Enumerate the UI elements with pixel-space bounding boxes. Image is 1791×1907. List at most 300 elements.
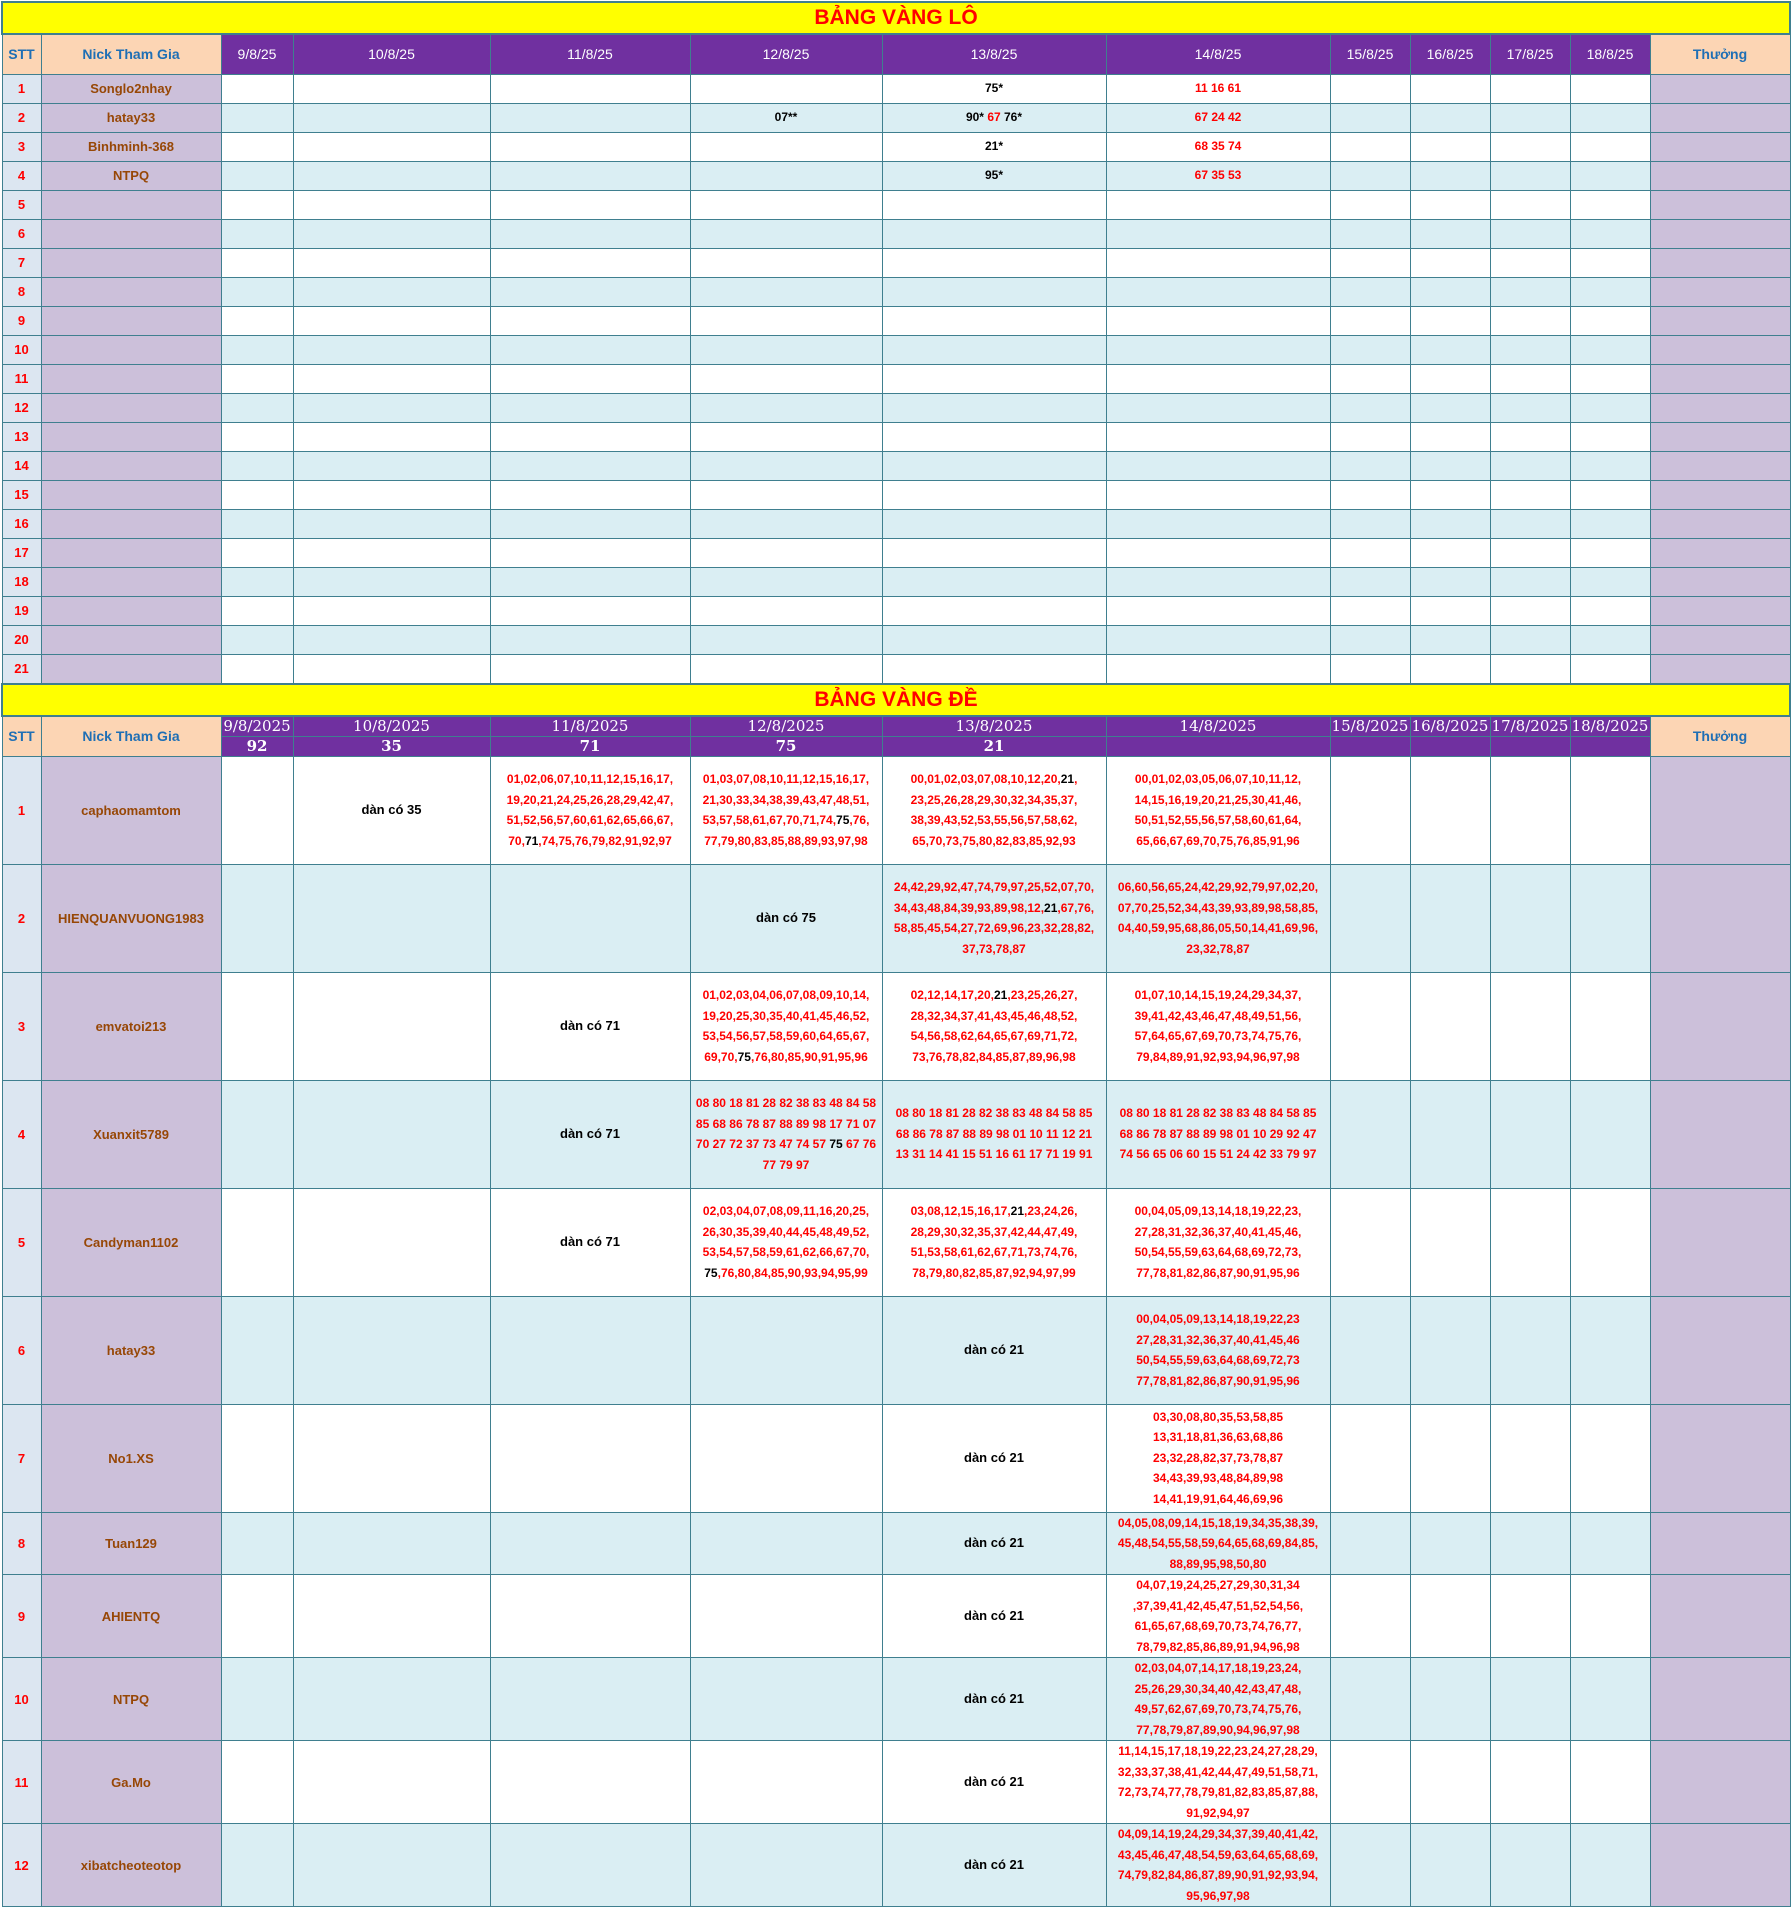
de-entry-cell [882, 1575, 1106, 1658]
lo-row [2, 161, 1790, 190]
de-entry-cell [293, 1575, 490, 1658]
lo-entry-cell [1570, 74, 1650, 103]
cell-text: 00,01,02,03,05,06,07,10,11,12, [1134, 772, 1302, 786]
lo-entry-cell [293, 422, 490, 451]
lo-nick [41, 422, 221, 451]
lo-entry-cell [221, 422, 293, 451]
lo-entry-cell [490, 625, 690, 654]
lo-entry-cell [690, 509, 882, 538]
lo-entry-cell [490, 654, 690, 683]
cell-text: 13 31 14 41 15 51 16 61 17 71 19 91 [895, 1147, 1093, 1162]
cell-text: 72,73,74,77,78,79,81,82,83,85,87,88, [1117, 1785, 1319, 1799]
lo-entry-cell [221, 364, 293, 393]
cell-text: 95,96,97,98 [1186, 1888, 1250, 1903]
de-stt: 7 [2, 1404, 41, 1512]
de-entry-cell [882, 972, 1106, 1080]
de-bonus-cell [1650, 1658, 1790, 1741]
lo-stt: 10 [2, 335, 41, 364]
lo-entry-cell [1106, 335, 1330, 364]
de-entry-cell [1106, 1575, 1330, 1658]
cell-text: 28,32,34,37,41,43,45,46,48,52, [910, 1008, 1078, 1023]
de-entry-cell [1570, 1824, 1650, 1907]
lo-entry-cell [1490, 393, 1570, 422]
lo-entry-cell [293, 74, 490, 103]
lo-entry-cell [221, 306, 293, 335]
cell-text: 53,54,56,57,58,59,60,64,65,67, [702, 1029, 870, 1043]
lo-stt: 5 [2, 190, 41, 219]
lo-entry-cell [1330, 306, 1410, 335]
cell-text: 01,03,07,08,10,11,12,15,16,17, [702, 772, 870, 786]
lo-entry-cell [882, 132, 1106, 161]
lo-stt: 6 [2, 219, 41, 248]
lo-bonus-cell [1650, 538, 1790, 567]
cell-text: 68 86 78 87 88 89 98 01 10 11 12 21 [895, 1126, 1093, 1141]
cell-text: 77,78,81,82,86,87,90,91,95,96 [1136, 1265, 1300, 1280]
lo-entry-cell [1106, 422, 1330, 451]
cell-text: 68 35 74 [1194, 139, 1242, 154]
lo-entry-cell [1330, 625, 1410, 654]
lo-row [2, 393, 1790, 422]
cell-text: 77,78,79,87,89,90,94,96,97,98 [1136, 1722, 1300, 1737]
lo-entry-cell [1106, 538, 1330, 567]
lo-entry-cell [882, 248, 1106, 277]
lo-entry-cell [690, 596, 882, 625]
lo-entry-cell [490, 74, 690, 103]
de-bonus-cell [1650, 1512, 1790, 1575]
cell-text: 54,56,58,62,64,65,67,69,71,72, [910, 1029, 1078, 1043]
lo-entry-cell [293, 596, 490, 625]
de-entry-cell [1106, 972, 1330, 1080]
lo-entry-cell [221, 509, 293, 538]
lo-entry-cell [1106, 248, 1330, 277]
cell-text: 67 76 [842, 1137, 877, 1151]
lo-entry-cell [1330, 277, 1410, 306]
de-entry-cell [690, 1741, 882, 1824]
lo-nick: NTPQ [41, 161, 221, 190]
de-entry-cell [1410, 1658, 1490, 1741]
lo-bonus-cell [1650, 625, 1790, 654]
cell-text: ,76,80,85,90,91,95,96 [750, 1049, 868, 1064]
de-entry-cell [1490, 1080, 1570, 1188]
cell-text: dàn có 75 [756, 909, 816, 925]
lo-entry-cell [1490, 132, 1570, 161]
lo-entry-cell [690, 74, 882, 103]
de-entry-cell [690, 1080, 882, 1188]
de-entry-cell [221, 1404, 293, 1512]
de-bonus-cell [1650, 1404, 1790, 1512]
lo-entry-cell [882, 509, 1106, 538]
lo-entry-cell [882, 74, 1106, 103]
lo-header-date: 17/8/25 [1490, 34, 1570, 74]
de-entry-cell [1410, 1404, 1490, 1512]
lo-entry-cell [882, 451, 1106, 480]
lo-row [2, 219, 1790, 248]
cell-text: 79,84,89,91,92,93,94,96,97,98 [1136, 1049, 1300, 1064]
lo-entry-cell [221, 567, 293, 596]
lo-row [2, 132, 1790, 161]
cell-text: 68 86 78 87 88 89 98 01 10 29 92 47 [1119, 1126, 1317, 1141]
lo-entry-cell [293, 248, 490, 277]
de-entry-cell [490, 1188, 690, 1296]
lo-entry-cell [293, 277, 490, 306]
lo-entry-cell [490, 219, 690, 248]
de-entry-cell [221, 864, 293, 972]
cell-text: 08 80 18 81 28 82 38 83 48 84 58 [695, 1096, 877, 1110]
cell-text: 00,04,05,09,13,14,18,19,22,23 [1136, 1312, 1300, 1326]
de-entry-cell [221, 1741, 293, 1824]
de-bonus-cell [1650, 1741, 1790, 1824]
cell-text: 67 35 53 [1194, 168, 1242, 183]
lo-entry-cell [1106, 596, 1330, 625]
lo-entry-cell [221, 596, 293, 625]
lo-entry-cell [293, 654, 490, 683]
lo-nick [41, 451, 221, 480]
lo-entry-cell [690, 277, 882, 306]
de-nick: xibatcheoteotop [41, 1824, 221, 1907]
de-nick: Tuan129 [41, 1512, 221, 1575]
lo-entry-cell [1490, 335, 1570, 364]
de-entry-cell [293, 1404, 490, 1512]
cell-text: ,74,75,76,79,82,91,92,97 [538, 833, 672, 848]
de-result-number [1490, 736, 1570, 756]
lo-entry-cell [882, 190, 1106, 219]
lo-bonus-cell [1650, 219, 1790, 248]
lo-row [2, 596, 1790, 625]
cell-text: 21 [1010, 1204, 1025, 1218]
cell-text: 04,05,08,09,14,15,18,19,34,35,38,39, [1117, 1515, 1319, 1530]
cell-text: 74 56 65 06 60 15 51 24 42 33 79 97 [1119, 1147, 1317, 1162]
de-entry-cell [221, 1575, 293, 1658]
cell-text: 75 [704, 1265, 718, 1280]
lo-entry-cell [1410, 132, 1490, 161]
lo-entry-cell [490, 277, 690, 306]
lo-entry-cell [490, 132, 690, 161]
lo-entry-cell [1490, 161, 1570, 190]
cell-text: 19,20,21,24,25,26,28,29,42,47, [506, 792, 674, 807]
lo-nick [41, 248, 221, 277]
de-entry-cell [1570, 1658, 1650, 1741]
lo-entry-cell [1330, 74, 1410, 103]
lo-entry-cell [1330, 103, 1410, 132]
lo-entry-cell [221, 190, 293, 219]
cell-text: 58,85,45,54,27,72,69,96,23,32,28,82, [893, 921, 1095, 935]
de-entry-cell [490, 972, 690, 1080]
de-entry-cell [1410, 1575, 1490, 1658]
lo-entry-cell [490, 567, 690, 596]
lo-entry-cell [1570, 306, 1650, 335]
lo-entry-cell [1570, 625, 1650, 654]
lo-entry-cell [1410, 625, 1490, 654]
cell-text: 01,02,03,04,06,07,08,09,10,14, [702, 988, 870, 1002]
lo-entry-cell [221, 335, 293, 364]
cell-text: 21* [984, 139, 1004, 154]
lo-entry-cell [1570, 480, 1650, 509]
lo-entry-cell [1410, 451, 1490, 480]
de-nick: hatay33 [41, 1296, 221, 1404]
cell-text: 07** [774, 110, 798, 125]
de-entry-cell [221, 1512, 293, 1575]
cell-text: 34,43,48,84,39,93,89,98,12, [893, 900, 1045, 915]
lo-header-stt: STT [2, 34, 41, 74]
cell-text: 19,20,25,30,35,40,41,45,46,52, [702, 1008, 870, 1023]
lo-entry-cell [882, 306, 1106, 335]
lo-stt: 20 [2, 625, 41, 654]
lo-entry-cell [1570, 219, 1650, 248]
lo-entry-cell [490, 103, 690, 132]
cell-text: 76* [1000, 110, 1023, 125]
de-bonus-cell [1650, 1188, 1790, 1296]
cell-text: 04,09,14,19,24,29,34,37,39,40,41,42, [1117, 1827, 1319, 1841]
lo-bonus-cell [1650, 596, 1790, 625]
cell-text: 45,48,54,55,58,59,64,65,68,69,84,85, [1117, 1536, 1319, 1550]
lo-entry-cell [1410, 364, 1490, 393]
lo-entry-cell [1330, 248, 1410, 277]
de-header-date: 10/8/2025 [293, 716, 490, 736]
de-entry-cell [1570, 1512, 1650, 1575]
lo-entry-cell [690, 393, 882, 422]
lo-row [2, 538, 1790, 567]
cell-text: 01,07,10,14,15,19,24,29,34,37, [1134, 988, 1302, 1002]
de-entry-cell [490, 756, 690, 864]
lo-stt: 19 [2, 596, 41, 625]
lo-entry-cell [1570, 393, 1650, 422]
lo-entry-cell [1410, 219, 1490, 248]
de-result-number: 35 [293, 736, 490, 756]
cell-text: ,67,76, [1057, 900, 1095, 915]
lo-entry-cell [1490, 625, 1570, 654]
de-entry-cell [1570, 1404, 1650, 1512]
de-nick: Xuanxit5789 [41, 1080, 221, 1188]
de-entry-cell [293, 1824, 490, 1907]
lo-entry-cell [1410, 654, 1490, 683]
lo-bonus-cell [1650, 451, 1790, 480]
lo-entry-cell [1330, 422, 1410, 451]
lo-stt: 9 [2, 306, 41, 335]
lo-nick [41, 364, 221, 393]
de-entry-cell [490, 1575, 690, 1658]
de-header-date: 13/8/2025 [882, 716, 1106, 736]
lo-entry-cell [1410, 306, 1490, 335]
de-bonus-cell [1650, 1296, 1790, 1404]
lo-entry-cell [1570, 596, 1650, 625]
cell-text: 14,41,19,91,64,46,69,96 [1152, 1491, 1284, 1506]
de-header-date: 16/8/2025 [1411, 717, 1489, 736]
lo-stt: 16 [2, 509, 41, 538]
de-entry-cell [1570, 1188, 1650, 1296]
de-entry-cell [1490, 756, 1570, 864]
de-entry-cell [690, 1658, 882, 1741]
cell-text: 70, [508, 833, 525, 848]
cell-text: 65,66,67,69,70,75,76,85,91,96 [1136, 833, 1300, 848]
lo-nick [41, 596, 221, 625]
lo-entry-cell [490, 364, 690, 393]
de-entry-cell [1330, 972, 1410, 1080]
cell-text: dàn có 21 [964, 1773, 1024, 1789]
cell-text: 61,65,67,68,69,70,73,74,76,77, [1134, 1619, 1302, 1633]
de-entry-cell [1410, 1188, 1490, 1296]
cell-text: 74,79,82,84,86,87,89,90,91,92,93,94, [1117, 1868, 1319, 1882]
de-entry-cell [490, 1512, 690, 1575]
de-entry-cell [1410, 756, 1490, 864]
lo-entry-cell [1106, 103, 1330, 132]
de-entry-cell [221, 1188, 293, 1296]
lo-bonus-cell [1650, 306, 1790, 335]
cell-text: 02,03,04,07,14,17,18,19,23,24, [1134, 1661, 1302, 1675]
de-stt: 9 [2, 1575, 41, 1658]
lo-entry-cell [293, 538, 490, 567]
de-entry-cell [490, 1824, 690, 1907]
de-entry-cell [882, 864, 1106, 972]
de-bonus-cell [1650, 1575, 1790, 1658]
de-entry-cell [1330, 1296, 1410, 1404]
lo-bonus-cell [1650, 132, 1790, 161]
lo-row [2, 509, 1790, 538]
lo-entry-cell [1490, 190, 1570, 219]
cell-text: 67 [987, 110, 1001, 125]
de-stt: 5 [2, 1188, 41, 1296]
lo-row [2, 567, 1790, 596]
lo-entry-cell [1570, 103, 1650, 132]
lo-entry-cell [1490, 451, 1570, 480]
de-result-number [1410, 736, 1490, 756]
lo-entry-cell [221, 248, 293, 277]
de-header-date: 18/8/2025 [1571, 717, 1649, 736]
cell-text: ,76,80,84,85,90,93,94,95,99 [717, 1265, 868, 1280]
de-header-date: 9/8/2025 [221, 716, 293, 736]
cell-text: 23,32,28,82,37,73,78,87 [1152, 1450, 1284, 1465]
de-entry-cell [1570, 1296, 1650, 1404]
lo-header-row [2, 34, 1790, 74]
de-entry-cell [293, 756, 490, 864]
cell-text: 11 16 61 [1194, 81, 1242, 96]
de-nick: emvatoi213 [41, 972, 221, 1080]
de-entry-cell [1410, 1824, 1490, 1907]
de-stt: 1 [2, 756, 41, 864]
lo-stt: 13 [2, 422, 41, 451]
cell-text: 08 80 18 81 28 82 38 83 48 84 58 85 [1119, 1106, 1317, 1121]
de-header-date: 12/8/2025 [690, 716, 882, 736]
de-result-number [1570, 736, 1650, 756]
lo-stt: 12 [2, 393, 41, 422]
cell-text: 39,41,42,43,46,47,48,49,51,56, [1134, 1008, 1302, 1023]
lo-entry-cell [1490, 364, 1570, 393]
lo-entry-cell [1570, 161, 1650, 190]
lo-entry-cell [690, 161, 882, 190]
cell-text: dàn có 71 [560, 1233, 620, 1249]
lo-header-date: 13/8/25 [882, 34, 1106, 74]
de-entry-cell [690, 1512, 882, 1575]
de-entry-cell [1570, 1741, 1650, 1824]
lo-entry-cell [1570, 654, 1650, 683]
cell-text: 53,57,58,61,67,70,71,74, [702, 813, 837, 827]
de-stt: 11 [2, 1741, 41, 1824]
lo-entry-cell [221, 74, 293, 103]
de-entry-cell [1106, 1188, 1330, 1296]
de-entry-cell [1490, 1824, 1570, 1907]
lo-entry-cell [882, 103, 1106, 132]
lo-entry-cell [221, 219, 293, 248]
lo-row [2, 625, 1790, 654]
de-entry-cell [1106, 1824, 1330, 1907]
cell-text: 25,26,29,30,34,40,42,43,47,48, [1134, 1681, 1302, 1696]
lo-entry-cell [221, 103, 293, 132]
lo-entry-cell [1330, 596, 1410, 625]
cell-text: 08 80 18 81 28 82 38 83 48 84 58 85 [895, 1106, 1093, 1121]
lo-entry-cell [490, 509, 690, 538]
lo-header-bonus: Thưởng [1650, 34, 1790, 74]
lo-entry-cell [1410, 538, 1490, 567]
de-title: BẢNG VÀNG ĐỀ [2, 684, 1790, 716]
de-header-row [2, 716, 1790, 736]
lo-stt: 2 [2, 103, 41, 132]
lo-entry-cell [221, 132, 293, 161]
de-entry-cell [690, 1188, 882, 1296]
lo-nick [41, 219, 221, 248]
de-bonus-cell [1650, 1824, 1790, 1907]
de-entry-cell [1330, 1512, 1410, 1575]
cell-text: 50,51,52,55,56,57,58,60,61,64, [1134, 813, 1302, 827]
de-row [2, 1188, 1790, 1296]
de-header-date: 15/8/2025 [1331, 717, 1409, 736]
de-entry-cell [1106, 1741, 1330, 1824]
de-entry-cell [1330, 864, 1410, 972]
lo-entry-cell [490, 161, 690, 190]
lo-stt: 17 [2, 538, 41, 567]
de-result-number [1106, 736, 1330, 756]
cell-text: 75* [984, 81, 1004, 96]
lo-stt: 8 [2, 277, 41, 306]
de-entry-cell [882, 1188, 1106, 1296]
lo-entry-cell [882, 538, 1106, 567]
de-entry-cell [1330, 1188, 1410, 1296]
lo-entry-cell [690, 422, 882, 451]
de-entry-cell [221, 972, 293, 1080]
de-entry-cell [1410, 1741, 1490, 1824]
lo-stt: 18 [2, 567, 41, 596]
de-result-number: 75 [690, 736, 882, 756]
de-entry-cell [1570, 756, 1650, 864]
lo-entry-cell [293, 335, 490, 364]
cell-text: 53,54,57,58,59,61,62,66,67,70, [702, 1245, 870, 1259]
lo-bonus-cell [1650, 364, 1790, 393]
de-stt: 6 [2, 1296, 41, 1404]
de-nick: Candyman1102 [41, 1188, 221, 1296]
cell-text: 00,04,05,09,13,14,18,19,22,23, [1134, 1204, 1302, 1218]
de-entry-cell [1106, 864, 1330, 972]
lo-entry-cell [1410, 480, 1490, 509]
de-row [2, 1512, 1790, 1575]
de-entry-cell [293, 972, 490, 1080]
lo-entry-cell [221, 451, 293, 480]
lo-entry-cell [882, 393, 1106, 422]
lo-header-date: 12/8/25 [690, 34, 882, 74]
de-entry-cell [1410, 972, 1490, 1080]
de-result-number: 21 [882, 736, 1106, 756]
cell-text: 88,89,95,98,50,80 [1169, 1556, 1267, 1571]
lo-entry-cell [490, 422, 690, 451]
lo-entry-cell [1490, 422, 1570, 451]
lo-stt: 15 [2, 480, 41, 509]
lo-entry-cell [490, 190, 690, 219]
de-entry-cell [1330, 1404, 1410, 1512]
de-row [2, 1741, 1790, 1824]
lo-entry-cell [1490, 596, 1570, 625]
de-nick: Ga.Mo [41, 1741, 221, 1824]
cell-text: 21,30,33,34,38,39,43,47,48,51, [702, 792, 870, 807]
de-entry-cell [882, 1512, 1106, 1575]
cell-text: 78,79,82,85,86,89,91,94,96,98 [1136, 1639, 1300, 1654]
lo-row [2, 277, 1790, 306]
